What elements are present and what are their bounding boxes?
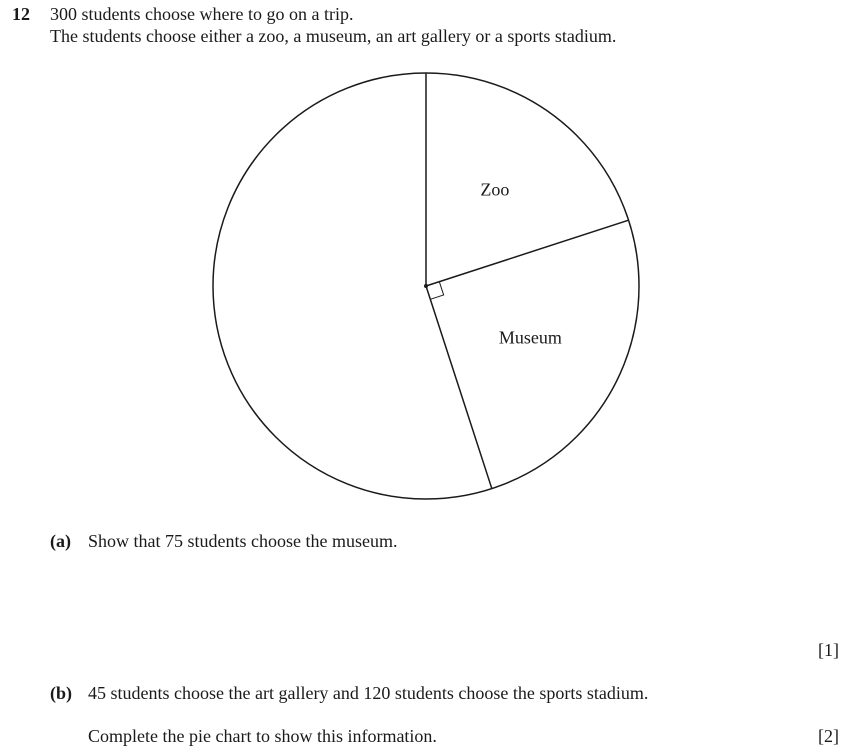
pie-center-dot [424,284,428,288]
question-number: 12 [12,4,30,24]
pie-radius-zoo-end [426,220,629,286]
slice-label-museum: Museum [498,327,562,348]
part-b-marks: [2] [818,726,839,746]
question-intro-line-1: 300 students choose where to go on a trip. [50,4,354,24]
part-b-text: 45 students choose the art gallery and 120 students choose the sports stadium. [88,683,649,703]
part-b-instruction: Complete the pie chart to show this information. [88,726,437,746]
part-a-label: (a) [50,531,71,551]
slice-label-zoo: Zoo [480,179,510,200]
question-intro-line-2: The students choose either a zoo, a museum, an art gallery or a sports stadium. [50,26,617,46]
pie-radius-museum-end [426,286,492,489]
part-a-marks: [1] [818,640,839,660]
part-a-text: Show that 75 students choose the museum. [88,531,398,551]
part-b-label: (b) [50,683,72,703]
